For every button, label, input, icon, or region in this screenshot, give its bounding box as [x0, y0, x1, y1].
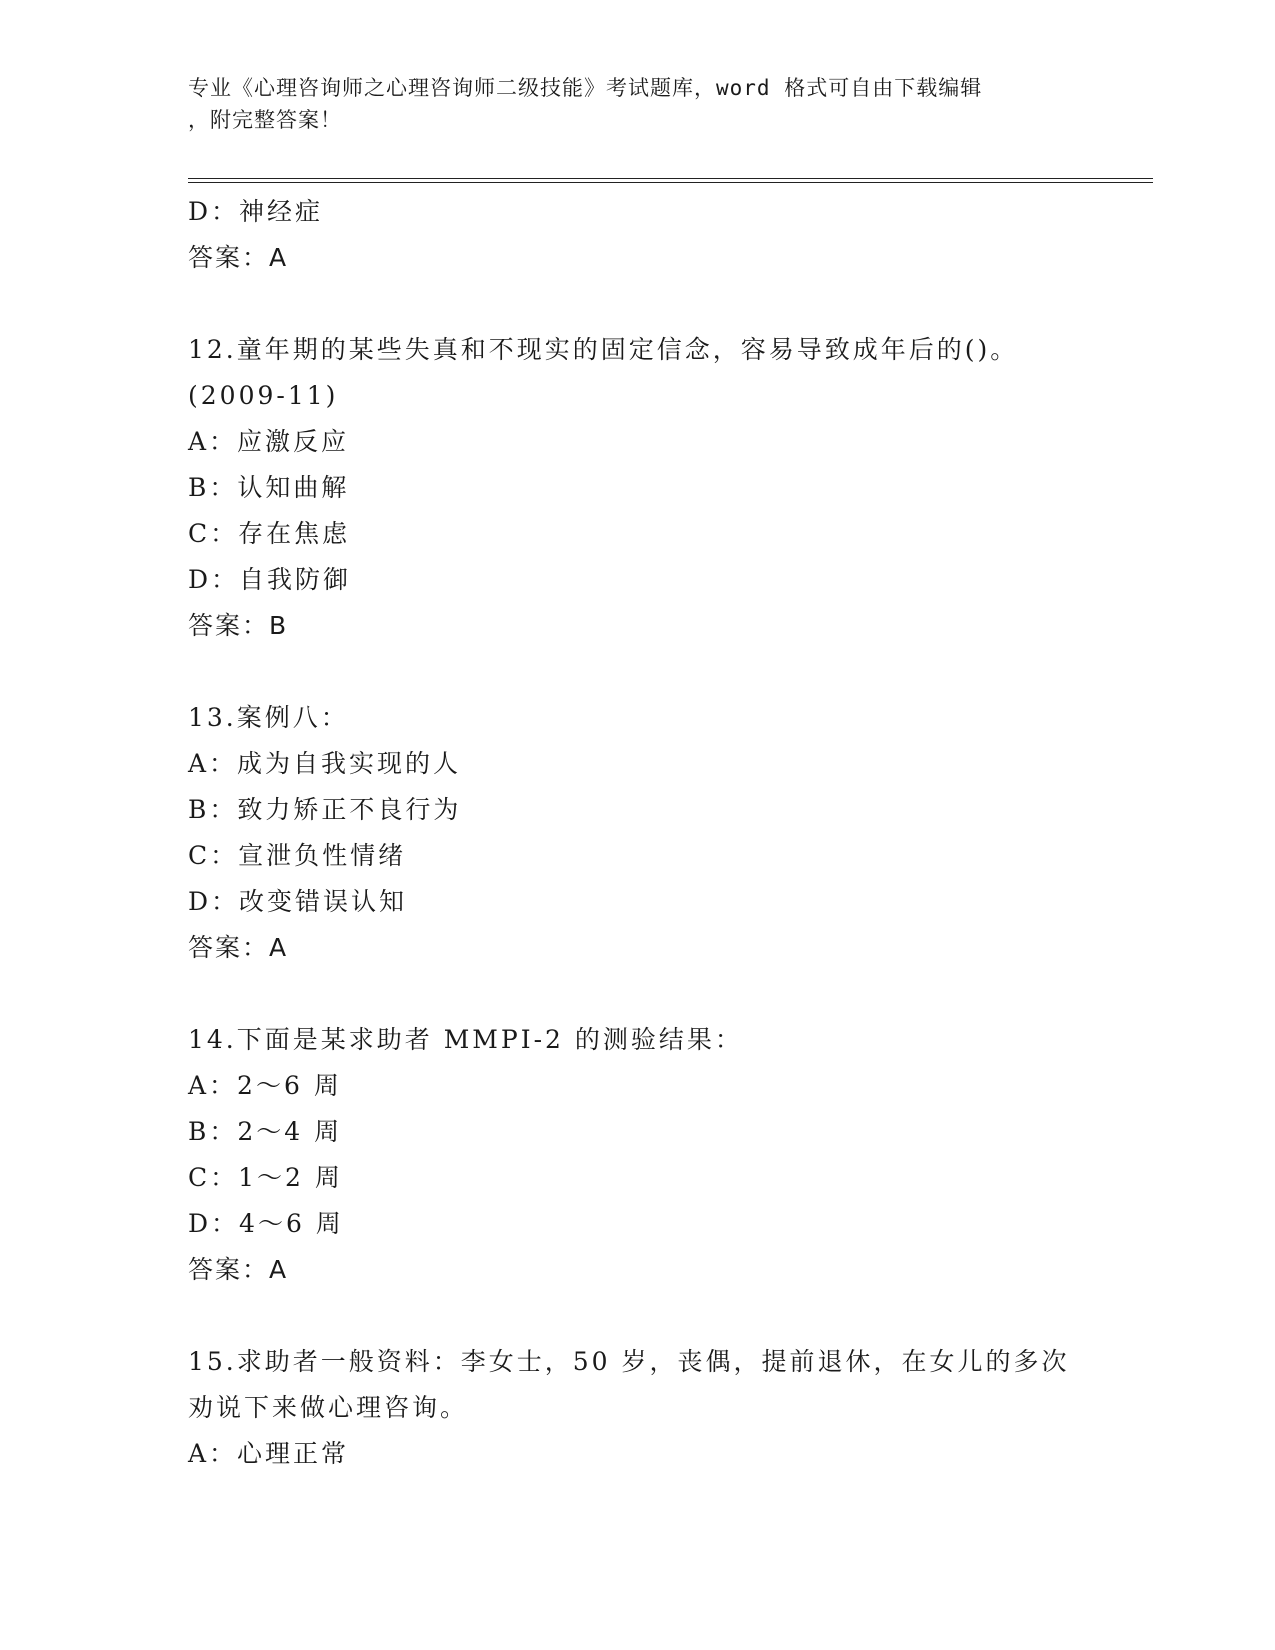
question-12	[188, 327, 1088, 649]
question-text: 14.下面是某求助者 MMPI-2 的测验结果：	[188, 1025, 743, 1054]
question-text: 13.案例八：	[188, 703, 349, 732]
option-a: A：心理正常	[188, 1439, 350, 1468]
divider-line-top	[188, 178, 1153, 179]
spacer	[188, 649, 1088, 695]
spacer	[188, 971, 1088, 1017]
option-c: C：宣泄负性情绪	[188, 841, 407, 870]
option-c: C：存在焦虑	[188, 519, 351, 548]
question-text: 12.童年期的某些失真和不现实的固定信念，容易导致成年后的()。	[188, 335, 1019, 364]
option-b: B：认知曲解	[188, 473, 350, 502]
option-d: D：自我防御	[188, 565, 352, 594]
document-header	[188, 72, 1088, 136]
option-a: A：2～6 周	[188, 1071, 342, 1100]
question-list	[188, 189, 1088, 1477]
option-a: A：成为自我实现的人	[188, 749, 462, 778]
option-d: D：改变错误认知	[188, 887, 408, 916]
answer-line: 答案：B	[188, 611, 289, 640]
option-b: B：致力矫正不良行为	[188, 795, 462, 824]
option-b: B：2～4 周	[188, 1117, 343, 1146]
divider-line-bottom	[188, 182, 1153, 183]
question-14	[188, 1017, 1088, 1293]
header-line-2: ，附完整答案！	[188, 108, 342, 132]
question-13	[188, 695, 1088, 971]
spacer	[188, 281, 1088, 327]
answer-line: 答案：A	[188, 1255, 289, 1284]
option-a: A：应激反应	[188, 427, 350, 456]
answer-line: 答案：A	[188, 933, 289, 962]
question-15	[188, 1339, 1088, 1477]
header-line-1: 专业《心理咨询师之心理咨询师二级技能》考试题库，word 格式可自由下载编辑	[188, 76, 983, 100]
spacer	[188, 1293, 1088, 1339]
question-text-cont: 劝说下来做心理咨询。	[188, 1393, 469, 1422]
previous-question-tail	[188, 189, 1088, 281]
question-text: 15.求助者一般资料：李女士，50 岁，丧偶，提前退休，在女儿的多次	[188, 1347, 1070, 1376]
answer-line: 答案：A	[188, 243, 289, 272]
option-d: D：神经症	[188, 197, 324, 226]
option-d: D：4～6 周	[188, 1209, 344, 1238]
option-c: C：1～2 周	[188, 1163, 343, 1192]
header-divider	[188, 178, 1153, 186]
question-text-cont: (2009-11)	[188, 381, 339, 410]
